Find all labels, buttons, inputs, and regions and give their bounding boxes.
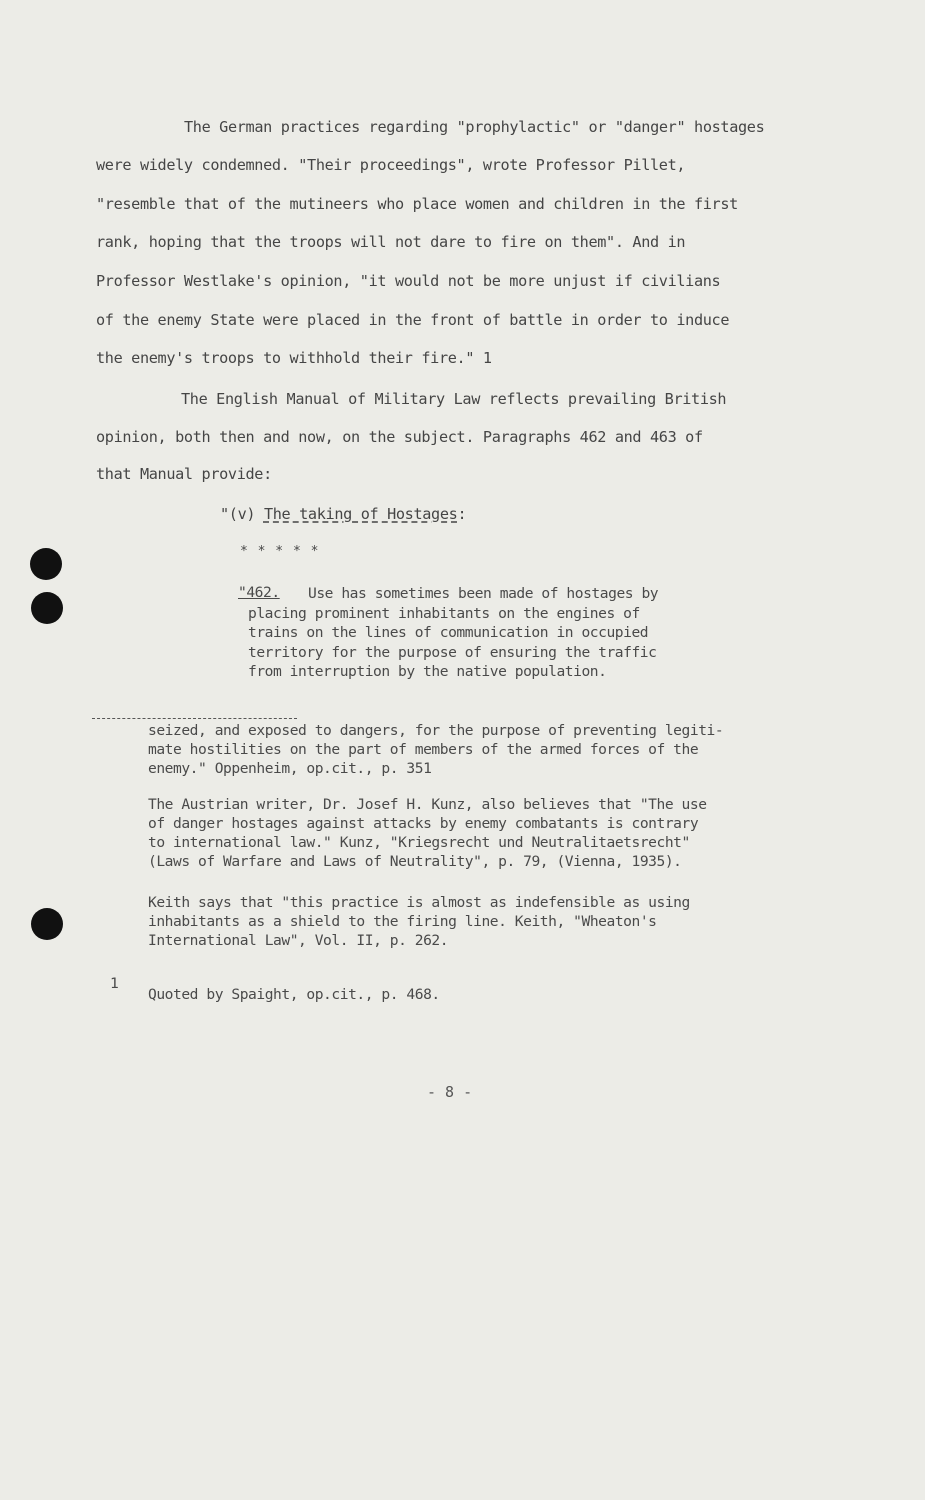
page-number: - 8 -	[427, 1083, 473, 1101]
footnote-line: enemy." Oppenheim, op.cit., p. 351	[148, 760, 432, 777]
quote-line: Use has sometimes been made of hostages by	[308, 585, 659, 602]
body-line: "resemble that of the mutineers who place women and children in the first	[96, 195, 738, 213]
footnote-line: seized, and exposed to dangers, for the purpose of preventing legiti-	[148, 722, 724, 739]
footnote-line: mate hostilities on the part of members of the armed forces of the	[148, 741, 699, 758]
footnote-text: Quoted by Spaight, op.cit., p. 468.	[148, 986, 440, 1003]
quote-line: from interruption by the native population.	[248, 663, 607, 680]
body-line: were widely condemned. "Their proceedings", wrote Professor Pillet,	[96, 156, 686, 174]
body-line: that Manual provide:	[96, 465, 272, 483]
footnote-marker: 1	[110, 975, 119, 992]
quote-heading-suffix: :	[457, 505, 467, 523]
body-line: rank, hoping that the troops will not dare to fire on them". And in	[96, 233, 686, 251]
body-line: the enemy's troops to withhold their fire." 1	[96, 349, 492, 367]
quote-line: territory for the purpose of ensuring the traffic	[248, 644, 657, 661]
body-line: opinion, both then and now, on the subject. Paragraphs 462 and 463 of	[96, 428, 703, 446]
quote-line: trains on the lines of communication in occupied	[248, 624, 649, 641]
quote-line: placing prominent inhabitants on the engines of	[248, 605, 640, 622]
asterisk-separator: * * * * *	[240, 544, 320, 559]
quote-heading-title: The taking of Hostages	[263, 505, 458, 523]
footnote-line: International Law", Vol. II, p. 262.	[148, 932, 449, 949]
footnote-line: (Laws of Warfare and Laws of Neutrality", p. 79, (Vienna, 1935).	[148, 853, 682, 870]
body-line: The English Manual of Military Law reflects prevailing British	[181, 390, 727, 408]
body-line: of the enemy State were placed in the front of battle in order to induce	[96, 311, 730, 329]
punch-hole-bottom	[31, 908, 63, 940]
footnote-line: Keith says that "this practice is almost as indefensible as using	[148, 894, 690, 911]
punch-hole-middle	[31, 592, 63, 624]
body-line: The German practices regarding "prophylactic" or "danger" hostages	[184, 118, 765, 136]
footnote-line: The Austrian writer, Dr. Josef H. Kunz, also believes that "The use	[148, 796, 707, 813]
footnote-line: inhabitants as a shield to the firing line. Keith, "Wheaton's	[148, 913, 657, 930]
footnote-line: of danger hostages against attacks by enemy combatants is contrary	[148, 815, 699, 832]
body-line: Professor Westlake's opinion, "it would not be more unjust if civilians	[96, 272, 721, 290]
quote-para-number: "462.	[238, 584, 280, 601]
punch-hole-top	[30, 548, 62, 580]
footnote-line: to international law." Kunz, "Kriegsrecht und Neutralitaetsrecht"	[148, 834, 690, 851]
quote-heading-prefix: "(v)	[220, 505, 264, 523]
footnote-separator	[92, 718, 297, 719]
quote-heading	[220, 505, 466, 523]
